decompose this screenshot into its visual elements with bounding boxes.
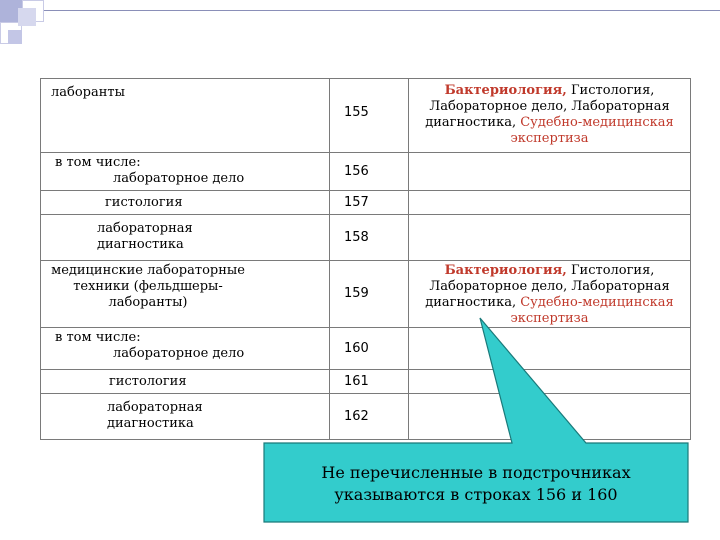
row-name-line2: лабораторное дело [113,346,245,361]
row-code: 162 [344,408,369,424]
row-code: 155 [344,105,369,120]
row-name-line1: в том числе: [55,330,141,345]
spec-bold: Бактериология, [444,263,567,278]
row-code: 160 [344,340,369,356]
row-name-line1: в том числе: [55,155,141,170]
row-code: 159 [344,286,369,301]
row-name: гистология [109,374,187,389]
row-code: 161 [344,373,369,389]
spec-text: Гистология, Лабораторное дело, Лабораторная диагностика, [425,83,670,130]
spec-text: Гистология, Лабораторное дело, Лабораторная диагностика, [425,263,670,310]
row-name-line2: лабораторное дело [113,171,245,186]
row-code: 158 [344,229,369,245]
spec-red: Судебно-медицинская экспертиза [510,295,674,326]
spec-red: Судебно-медицинская экспертиза [510,115,674,146]
row-name: лаборанты [51,85,125,100]
row-name: гистология [105,195,183,210]
spec-bold: Бактериология, [444,83,567,98]
row-name: лабораторная диагностика [97,221,193,252]
row-code: 157 [344,194,369,210]
callout-text: Не перечисленные в подстрочниках указываются в строках 156 и 160 [321,463,631,504]
row-name: медицинские лабораторные техники (фельдшеры-лаборанты) [51,263,245,310]
row-code: 156 [344,163,369,179]
row-name: лабораторная диагностика [107,400,203,431]
